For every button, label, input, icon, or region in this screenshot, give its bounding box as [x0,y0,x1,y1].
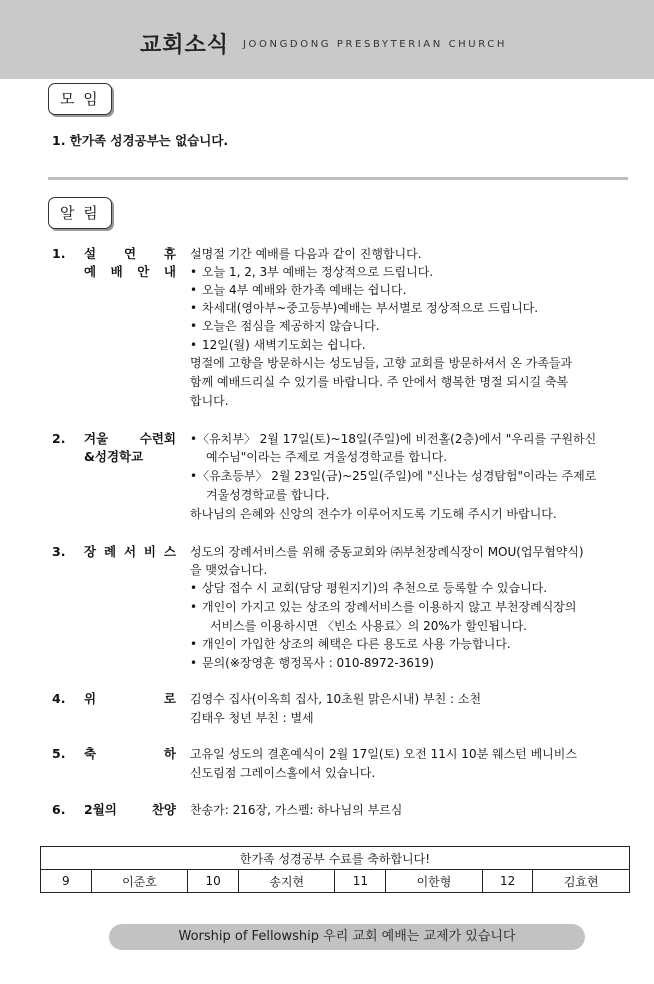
meeting-item-1: 1. 한가족 성경공부는 없습니다. [52,133,229,148]
table-row [41,870,630,893]
notice-5-line: 신도림점 그레이스홀에서 있습니다. [190,766,376,780]
footer-banner: Worship of Fellowship 우리 교회 예배는 교제가 있습니다 [109,924,585,950]
notice-2-line: 예수님"이라는 주제로 겨울성경학교를 합니다. [206,450,448,464]
notice-6-number: 6. [52,802,66,817]
notice-1-line: 합니다. [190,394,229,408]
header-bar [0,0,654,79]
notice-1-bullet: • 차세대(영아부~중고등부)예배는 부서별로 정상적으로 드립니다. [190,299,538,317]
notice-1-line: 설명절 기간 예배를 다음과 같이 진행합니다. [190,247,422,261]
notice-1-bullet: • 오늘은 점심을 제공하지 않습니다. [190,317,380,335]
notice-2-text: 〈유치부〉 2월 17일(토)~18일(주일)에 비전홀(2층)에서 "우리를 구원하신 [197,432,597,446]
notice-1-bullet: • 오늘 1, 2, 3부 예배는 정상적으로 드립니다. [190,263,433,281]
bullet-icon: • [190,469,198,483]
notice-2-text: 〈유초등부〉 2월 23일(금)~25일(주일)에 "신나는 성경탐험"이라는 주제로 [197,469,597,483]
notice-3-bullet: • 개인이 가지고 있는 상조의 장례서비스를 이용하지 않고 부천장례식장의 [190,598,576,616]
notice-6-label: 2월의 찬양 [84,802,176,817]
notice-5-line: 고유일 성도의 결혼예식이 2월 17일(토) 오전 11시 10분 웨스턴 베니비스 [190,747,577,761]
notice-2-label-2: &성경학교 [84,449,144,464]
notice-3-label: 장 례 서 비 스 [84,544,176,559]
bullet-icon: • [190,432,198,446]
section-divider [48,177,628,180]
notice-5-number: 5. [52,746,66,761]
roster-cell: 이준호 [91,870,187,893]
roster-cell: 9 [41,870,92,893]
page-title: 교회소식 [140,33,230,58]
notice-2-label: 겨울 수련회 [84,431,176,446]
roster-title: 한가족 성경공부 수료를 축하합니다! [41,847,630,870]
notice-2-line: 하나님의 은혜와 신앙의 전수가 이루어지도록 기도해 주시기 바랍니다. [190,507,557,521]
notice-1-line: 함께 예배드리실 수 있기를 바랍니다. 주 안에서 행복한 명절 되시길 축복 [190,375,569,389]
roster-cell: 김효현 [533,870,630,893]
roster-cell: 12 [482,870,533,893]
notice-6-line: 찬송가: 216장, 가스펠: 하나님의 부르심 [190,803,403,817]
section-heading-meeting: 모 임 [48,83,112,115]
roster-cell: 송지현 [238,870,334,893]
notice-2-number: 2. [52,431,66,446]
roster-table [40,846,630,893]
roster-cell: 이한형 [386,870,482,893]
notice-4-label: 위 로 [84,691,176,706]
notice-5-label: 축 하 [84,746,176,761]
notice-1-line: 명절에 고향을 방문하시는 성도님들, 고향 교회를 방문하셔서 온 가족들과 [190,356,573,370]
notice-2-line: 겨울성경학교를 합니다. [206,488,330,502]
notice-3-bullet: • 상담 접수 시 교회(담당 평원지기)의 추천으로 등록할 수 있습니다. [190,579,547,597]
notice-1-number: 1. [52,246,66,261]
notice-2-line [190,430,596,448]
notice-2-line [190,467,596,485]
notice-3-bullet: • 문의(※장영훈 행정목사 : 010-8972-3619) [190,654,434,672]
notice-4-line: 김태우 청년 부친 : 별세 [190,711,314,725]
notice-1-label: 설 연 휴 [84,246,176,261]
table-row [41,847,630,870]
notice-1-label-2: 예 배 안 내 [84,264,176,279]
notice-4-line: 김영수 집사(이옥희 집사, 10초원 맑은시내) 부친 : 소천 [190,692,482,706]
roster-cell: 11 [335,870,386,893]
notice-1-bullet: • 12일(월) 새벽기도회는 쉽니다. [190,336,366,354]
notice-3-line: 성도의 장례서비스를 위해 중동교회와 ㈜부천장례식장이 MOU(업무협약식) [190,545,584,559]
page-subtitle: JOONGDONG PRESBYTERIAN CHURCH [243,39,507,50]
notice-3-number: 3. [52,544,66,559]
notice-3-line: 을 맺었습니다. [190,563,268,577]
notice-1-bullet: • 오늘 4부 예배와 한가족 예배는 쉽니다. [190,281,406,299]
notice-3-line: 서비스를 이용하시면 〈빈소 사용료〉의 20%가 할인됩니다. [210,619,527,633]
roster-cell: 10 [188,870,239,893]
notice-3-bullet: • 개인이 가입한 상조의 혜택은 다른 용도로 사용 가능합니다. [190,635,511,653]
notice-4-number: 4. [52,691,66,706]
section-heading-notice: 알 림 [48,197,112,229]
